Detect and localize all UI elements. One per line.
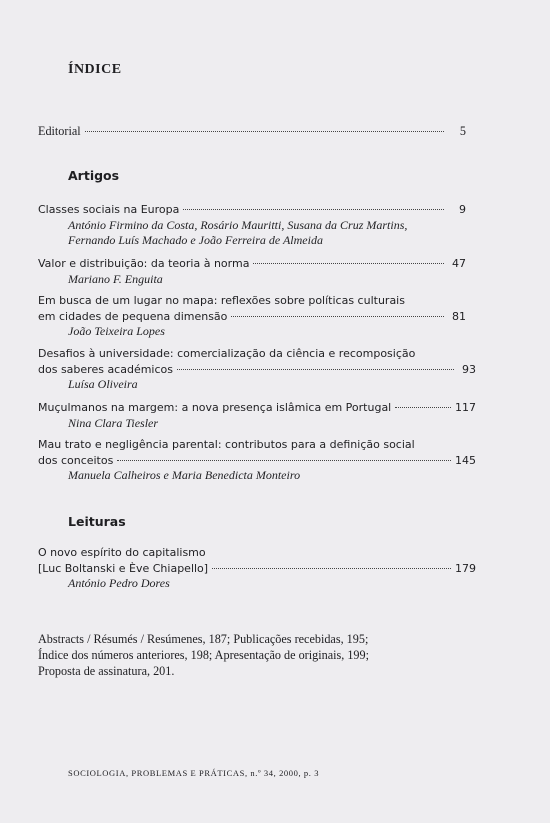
entry-authors: Luísa Oliveira [68, 377, 138, 391]
dot-leader [253, 263, 444, 264]
page-title: ÍNDICE [68, 62, 122, 77]
dot-leader [231, 316, 444, 317]
dot-leader [117, 460, 451, 461]
entry-title: Classes sociais na Europa [38, 203, 180, 216]
page-number: 47 [452, 257, 466, 270]
running-footer: SOCIOLOGIA, PROBLEMAS E PRÁTICAS, n.º 34, 2000, p. 3 [68, 768, 320, 778]
toc-entry [38, 256, 466, 287]
entry-title: Editorial [38, 124, 81, 138]
entry-authors: António Firmino da Costa, Rosário Mauritti, Susana da Cruz Martins, [68, 217, 408, 232]
entry-title: O novo espírito do capitalismo [38, 546, 206, 559]
section-heading-leituras: Leituras [68, 514, 126, 529]
toc-entry [38, 202, 466, 249]
page-number: 5 [459, 124, 466, 138]
entry-authors: António Pedro Dores [68, 576, 170, 590]
toc-entry [38, 346, 476, 393]
entry-authors: Nina Clara Tiesler [68, 415, 159, 430]
entry-authors: Manuela Calheiros e Maria Benedicta Monteiro [68, 468, 301, 482]
dot-leader [85, 131, 444, 132]
page-number: 145 [455, 453, 476, 467]
entry-title: dos conceitos [38, 453, 114, 467]
page-number: 81 [452, 309, 466, 323]
list-item: Índice dos números anteriores, 198; Apresentação de originais, 199; [38, 647, 370, 662]
entry-title: Muçulmanos na margem: a nova presença islâmica em Portugal [38, 401, 392, 414]
page-number: 117 [455, 401, 476, 414]
entry-authors: João Teixeira Lopes [68, 324, 165, 338]
entry-title: Desafios à universidade: comercialização da ciência e recomposição [38, 347, 416, 360]
dot-leader [183, 209, 444, 210]
toc-entry-editorial [38, 124, 466, 140]
dot-leader [395, 407, 451, 408]
dot-leader [212, 568, 451, 569]
toc-entry [38, 400, 476, 431]
entry-title: dos saberes académicos [38, 362, 173, 376]
list-item: Abstracts / Résumés / Resúmenes, 187; Publicações recebidas, 195; [38, 632, 369, 646]
list-item: Proposta de assinatura, 201. [38, 663, 175, 678]
entry-title: [Luc Boltanski e Ève Chiapello] [38, 561, 209, 575]
entry-authors: Mariano F. Enguita [68, 271, 163, 286]
page-number: 179 [455, 561, 476, 575]
page-number: 9 [459, 203, 466, 216]
entry-title: em cidades de pequena dimensão [38, 309, 228, 323]
page-number: 93 [462, 362, 476, 376]
entry-authors: Fernando Luís Machado e João Ferreira de Almeida [68, 233, 323, 247]
section-heading-artigos: Artigos [68, 168, 120, 183]
toc-entry [38, 545, 476, 592]
toc-entry [38, 293, 466, 340]
entry-title: Valor e distribuição: da teoria à norma [38, 257, 250, 270]
dot-leader [177, 369, 454, 370]
entry-title: Mau trato e negligência parental: contributos para a definição social [38, 438, 415, 451]
entry-title: Em busca de um lugar no mapa: reflexões sobre políticas culturais [38, 294, 405, 307]
supplementary-list [38, 632, 478, 679]
toc-entry [38, 437, 476, 484]
